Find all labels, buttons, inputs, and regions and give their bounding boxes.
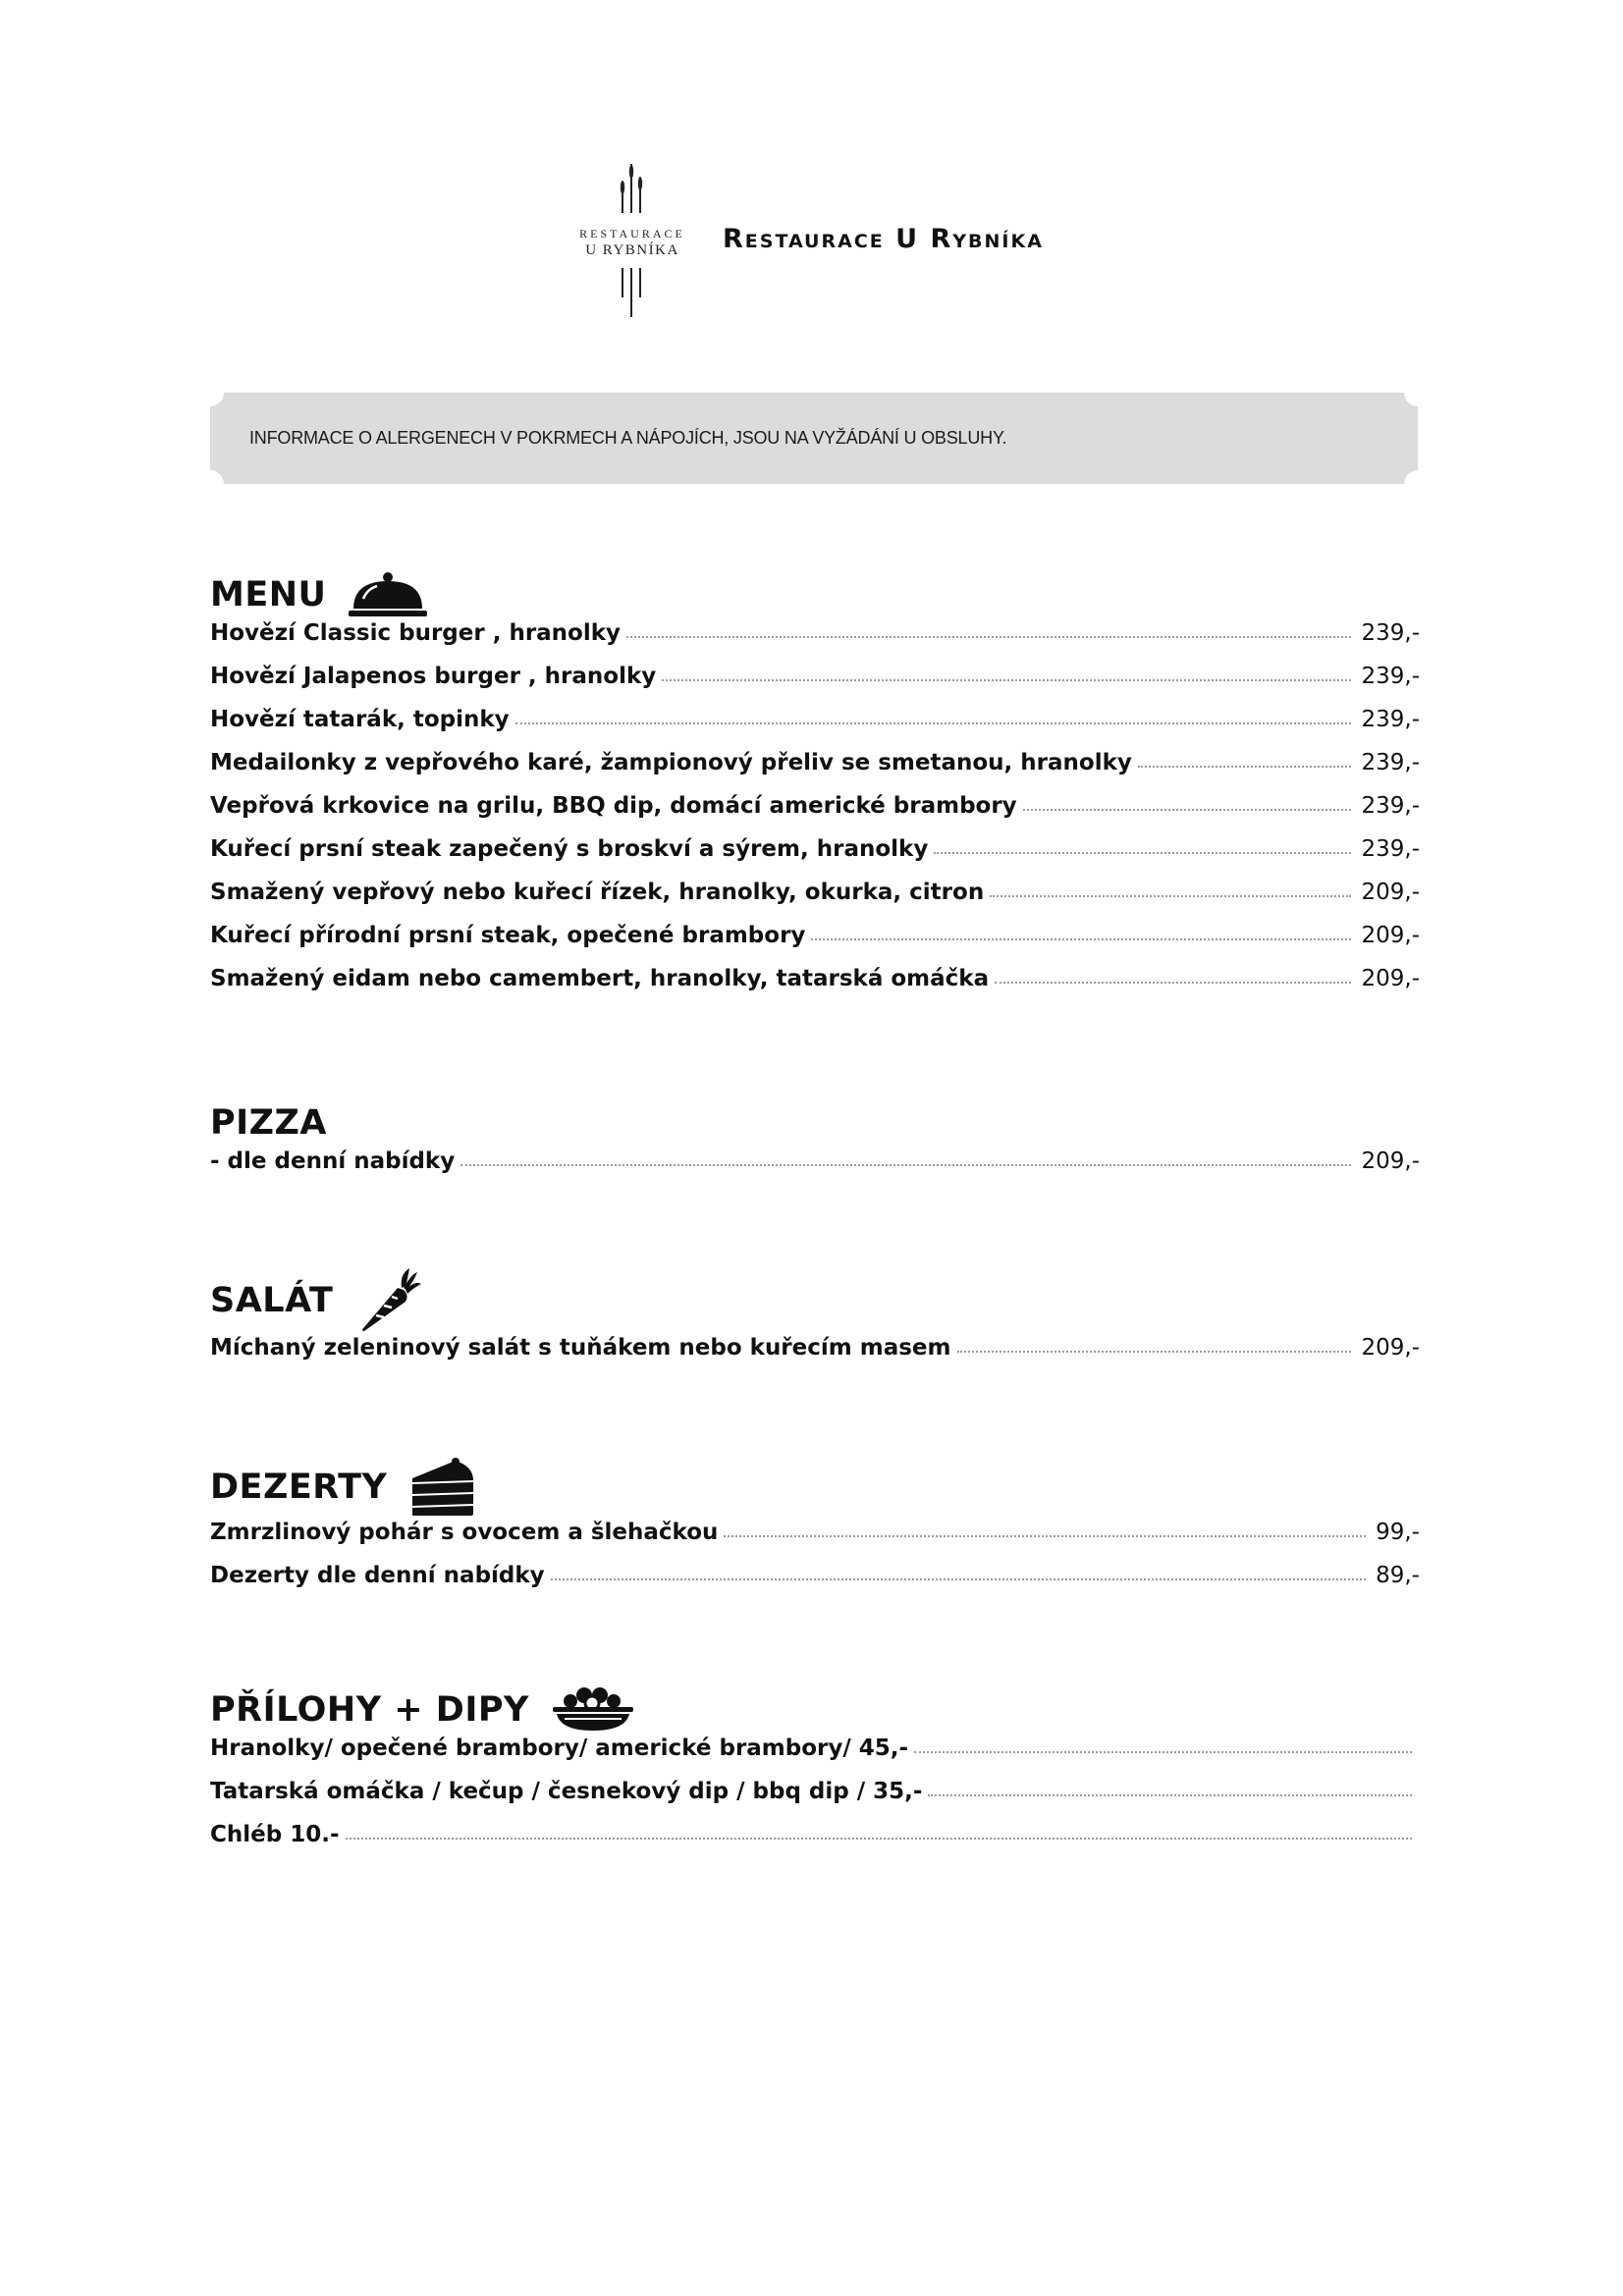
item-price: 209,-	[1361, 1148, 1420, 1174]
item-name: Chléb 10.-	[210, 1822, 340, 1847]
item-name: Hovězí Classic burger , hranolky	[210, 620, 622, 646]
item-name: Smažený vepřový nebo kuřecí řízek, hranolky, okurka, citron	[210, 880, 985, 905]
leader-dots	[811, 938, 1351, 940]
menu-item	[210, 1735, 1420, 1779]
pizza-title: PIZZA	[210, 1103, 328, 1143]
item-name: Zmrzlinový pohár s ovocem a šlehačkou	[210, 1520, 719, 1545]
item-price: 209,-	[1361, 880, 1420, 905]
leader-dots	[990, 895, 1351, 897]
leader-dots	[1138, 766, 1352, 768]
prilohy-section	[210, 1684, 1420, 1865]
item-name: Míchaný zeleninový salát s tuňákem nebo kuřecím masem	[210, 1335, 951, 1361]
item-price: 89,-	[1376, 1563, 1420, 1588]
prilohy-heading	[210, 1684, 1420, 1735]
menu-item	[210, 750, 1420, 793]
item-name: Tatarská omáčka / kečup / česnekový dip / bbq dip / 35,-	[210, 1779, 923, 1804]
item-price: 239,-	[1361, 836, 1420, 862]
menu-item	[210, 880, 1420, 923]
restaurant-name: Restaurace U Rybníka	[723, 224, 1044, 254]
dezerty-title: DEZERTY	[210, 1468, 388, 1507]
salat-section	[210, 1266, 1420, 1378]
menu-section	[210, 569, 1420, 1009]
item-name: Kuřecí přírodní prsní steak, opečené brambory	[210, 923, 806, 948]
item-price: 239,-	[1361, 707, 1420, 732]
leader-dots	[995, 982, 1351, 984]
menu-title: MENU	[210, 575, 327, 614]
salat-title: SALÁT	[210, 1281, 334, 1320]
leader-dots	[914, 1751, 1412, 1753]
menu-item	[210, 1563, 1420, 1606]
item-price: 239,-	[1361, 664, 1420, 689]
menu-item	[210, 966, 1420, 1009]
item-name: Dezerty dle denní nabídky	[210, 1563, 545, 1588]
menu-item	[210, 1822, 1420, 1865]
menu-item	[210, 793, 1420, 836]
prilohy-title: PŘÍLOHY + DIPY	[210, 1690, 529, 1730]
item-price: 239,-	[1361, 750, 1420, 775]
item-name: Hovězí Jalapenos burger , hranolky	[210, 664, 657, 689]
dezerty-section	[210, 1455, 1420, 1606]
menu-item	[210, 836, 1420, 880]
menu-item	[210, 707, 1420, 750]
cloche-icon	[348, 569, 428, 620]
item-price: 239,-	[1361, 620, 1420, 646]
menu-heading	[210, 569, 1420, 620]
leader-dots	[515, 722, 1352, 724]
leader-dots	[957, 1351, 1352, 1353]
item-price: 99,-	[1376, 1520, 1420, 1545]
menu-item	[210, 664, 1420, 707]
item-name: Kuřecí prsní steak zapečený s broskví a sýrem, hranolky	[210, 836, 929, 862]
menu-item	[210, 1148, 1420, 1192]
dezerty-heading	[210, 1455, 1420, 1520]
item-price: 209,-	[1361, 923, 1420, 948]
logo-line-2: U RYBNÍKA	[585, 242, 679, 258]
pizza-section	[210, 1097, 1420, 1192]
leader-dots	[551, 1578, 1366, 1580]
carrot-icon	[354, 1266, 423, 1335]
menu-item	[210, 1779, 1420, 1822]
leader-dots	[460, 1164, 1351, 1166]
allergen-info-text: INFORMACE O ALERGENECH V POKRMECH A NÁPOJÍCH, JSOU NA VYŽÁDÁNÍ U OBSLUHY.	[249, 428, 1007, 448]
item-name: Medailonky z vepřového karé, žampionový přeliv se smetanou, hranolky	[210, 750, 1132, 775]
leader-dots	[662, 679, 1351, 681]
allergen-info-banner	[210, 393, 1418, 484]
item-name: - dle denní nabídky	[210, 1148, 456, 1174]
item-name: Hovězí tatarák, topinky	[210, 707, 510, 732]
item-name: Vepřová krkovice na grilu, BBQ dip, domácí americké brambory	[210, 793, 1017, 819]
menu-item	[210, 620, 1420, 664]
menu-item	[210, 1520, 1420, 1563]
menu-item	[210, 1335, 1420, 1378]
item-price: 209,-	[1361, 966, 1420, 991]
leader-dots	[928, 1794, 1412, 1796]
cake-slice-icon	[408, 1457, 477, 1518]
leader-dots	[934, 852, 1351, 854]
leader-dots	[626, 636, 1351, 638]
salat-heading	[210, 1266, 1420, 1335]
logo-line-1: RESTAURACE	[579, 227, 685, 240]
item-name: Hranolky/ opečené brambory/ americké brambory/ 45,-	[210, 1735, 909, 1761]
leader-dots	[346, 1838, 1413, 1840]
item-price: 209,-	[1361, 1335, 1420, 1361]
pizza-heading	[210, 1097, 1420, 1148]
menu-item	[210, 923, 1420, 966]
item-name: Smažený eidam nebo camembert, hranolky, tatarská omáčka	[210, 966, 990, 991]
item-price: 239,-	[1361, 793, 1420, 819]
bowl-icon	[551, 1685, 635, 1735]
leader-dots	[1023, 809, 1352, 811]
leader-dots	[724, 1535, 1366, 1537]
restaurant-logo	[577, 162, 687, 319]
